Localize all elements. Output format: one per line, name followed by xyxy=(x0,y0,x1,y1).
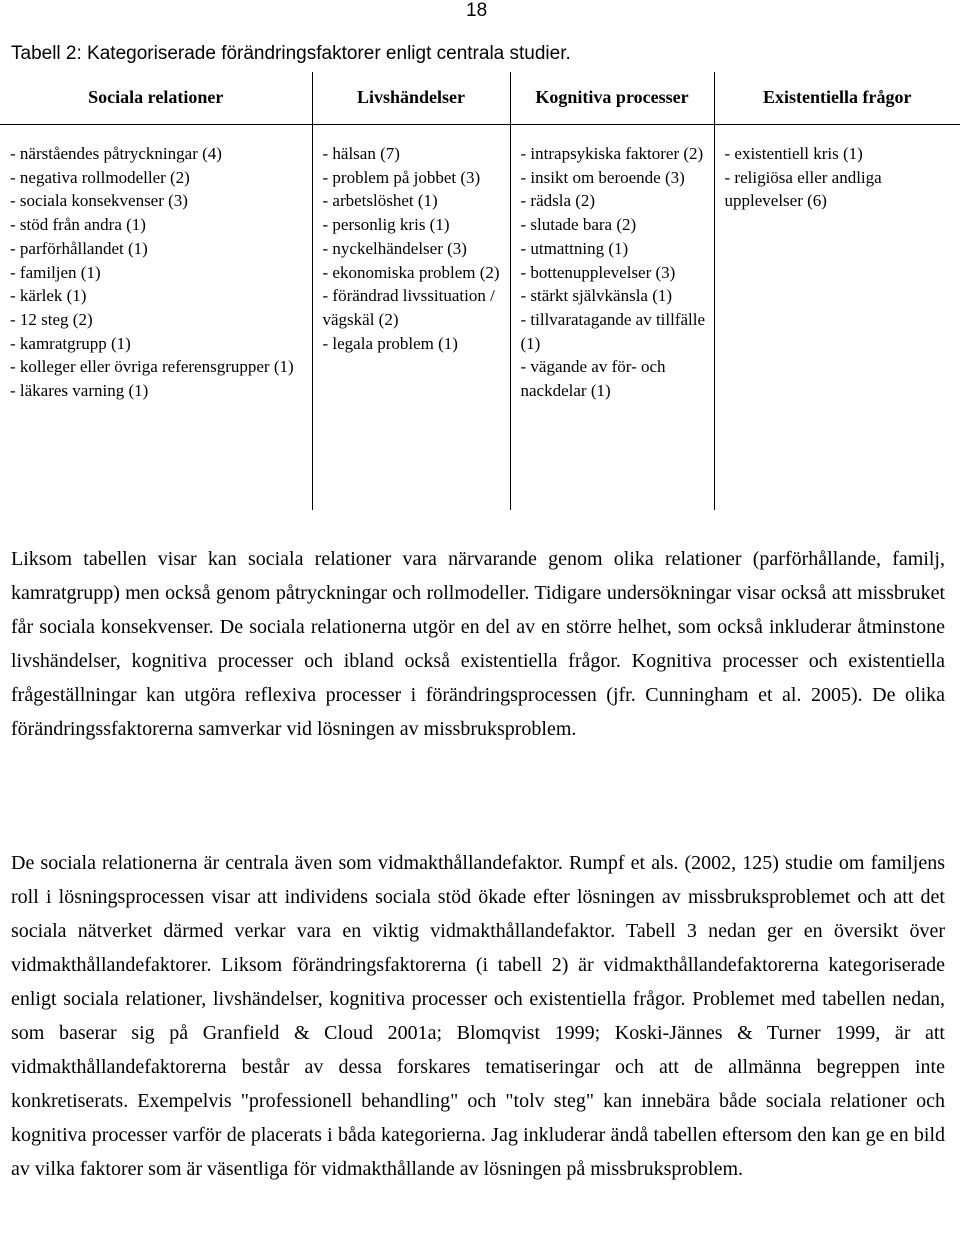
table-row xyxy=(0,125,960,511)
list-item: - legala problem (1) xyxy=(322,333,458,353)
list-item: - negativa rollmodeller (2) xyxy=(10,167,190,187)
list-item: - insikt om beroende (3) xyxy=(520,167,685,187)
cell-livshandelser xyxy=(312,125,510,511)
list-item: - religiösa eller andliga upplevelser (6) xyxy=(724,167,882,211)
list-item: - rädsla (2) xyxy=(520,191,596,211)
header-sociala-relationer: Sociala relationer xyxy=(0,72,312,125)
change-factors-table xyxy=(0,72,960,510)
list-item: - kamratgrupp (1) xyxy=(10,333,131,353)
cell-sociala-relationer xyxy=(0,125,312,511)
list-item: - läkares varning (1) xyxy=(10,381,149,401)
table-caption: Tabell 2: Kategoriserade förändringsfaktorer enligt centrala studier. xyxy=(11,43,571,64)
list-item: - arbetslöshet (1) xyxy=(322,191,438,211)
list-item: - stärkt självkänsla (1) xyxy=(520,286,673,306)
list-item: - kolleger eller övriga referensgrupper (1) xyxy=(10,357,294,377)
list-item: - personlig kris (1) xyxy=(322,215,450,235)
list-item: - intrapsykiska faktorer (2) xyxy=(520,144,704,163)
cell-kognitiva-processer xyxy=(510,125,714,511)
list-item: - utmattning (1) xyxy=(520,238,629,258)
list-item: - stöd från andra (1) xyxy=(10,215,146,235)
list-item: - vägande av för- och nackdelar (1) xyxy=(520,357,666,401)
header-livshandelser: Livshändelser xyxy=(312,72,510,125)
page-number: 18 xyxy=(466,0,488,21)
list-item: - förändrad livssituation / vägskäl (2) xyxy=(322,286,495,329)
list-item: - sociala konsekvenser (3) xyxy=(10,191,188,211)
list-item: - slutade bara (2) xyxy=(520,215,637,235)
list-item: - bottenupplevelser (3) xyxy=(520,262,676,282)
list-item: - problem på jobbet (3) xyxy=(322,167,481,187)
body-paragraph: Liksom tabellen visar kan sociala relationer vara närvarande genom olika relationer (parförhållande, familj, kamratgrupp) men också genom påtryckningar och rollmodeller. Tidigare undersökningar visar också att missbruket får sociala konsekvenser. De sociala relationerna utgör en del av en större helhet, som också inkluderar åtminstone livshändelser, kognitiva processer och ibland också existentiella frågor. Kognitiva processer och existentiella frågeställningar kan utgöra reflexiva processer i förändringsprocessen (jfr. Cunningham et al. 2005). De olika förändringssfaktorerna samverkar vid lösningen av missbruksproblem. xyxy=(11,548,945,740)
list-item: - existentiell kris (1) xyxy=(724,144,863,163)
list-item: - nyckelhändelser (3) xyxy=(322,238,467,258)
list-item: - 12 steg (2) xyxy=(10,309,93,329)
body-paragraph: De sociala relationerna är centrala även som vidmakthållandefaktor. Rumpf et als. (2002, 125) studie om familjens roll i lösningsprocessen visar att individens sociala stöd ökade efter lösningen av missbruksproblemet och att det sociala nätverket därmed verkar vara en viktig vidmakthållandefaktor. Tabell 3 nedan ger en översikt över vidmakthållandefaktorer. Liksom förändringsfaktorerna (i tabell 2) är vidmakthållandefaktorerna kategoriserade enligt sociala relationer, livshändelser, kognitiva processer och existentiella frågor. Problemet med tabellen nedan, som baserar sig på Granfield & Cloud 2001a; Blomqvist 1999; Koski-Jännes & Turner 1999, är att vidmakthållandefaktorerna består av dessa forskares tematiseringar och att de allmänna begreppen inte konkretiserats. Exempelvis "professionell behandling" och "tolv steg" kan innebära både sociala relationer och kognitiva processer varför de placerats i båda kategorierna. Jag inkluderar ändå tabellen eftersom den kan ge en bild av vilka faktorer som är väsentliga för vidmakthållande av lösningen på missbruksproblem. xyxy=(11,852,945,1180)
list-item: - kärlek (1) xyxy=(10,286,87,306)
header-kognitiva-processer: Kognitiva processer xyxy=(510,72,714,125)
cell-existentiella-fragor xyxy=(714,125,960,511)
list-item: - familjen (1) xyxy=(10,262,101,282)
list-item: - hälsan (7) xyxy=(322,144,400,163)
list-item: - ekonomiska problem (2) xyxy=(322,262,500,282)
table-header-row xyxy=(0,72,960,125)
header-existentiella-fragor: Existentiella frågor xyxy=(714,72,960,125)
list-item: - parförhållandet (1) xyxy=(10,238,148,258)
list-item: - närståendes påtryckningar (4) xyxy=(10,144,222,163)
list-item: - tillvaratagande av tillfälle (1) xyxy=(520,309,706,353)
